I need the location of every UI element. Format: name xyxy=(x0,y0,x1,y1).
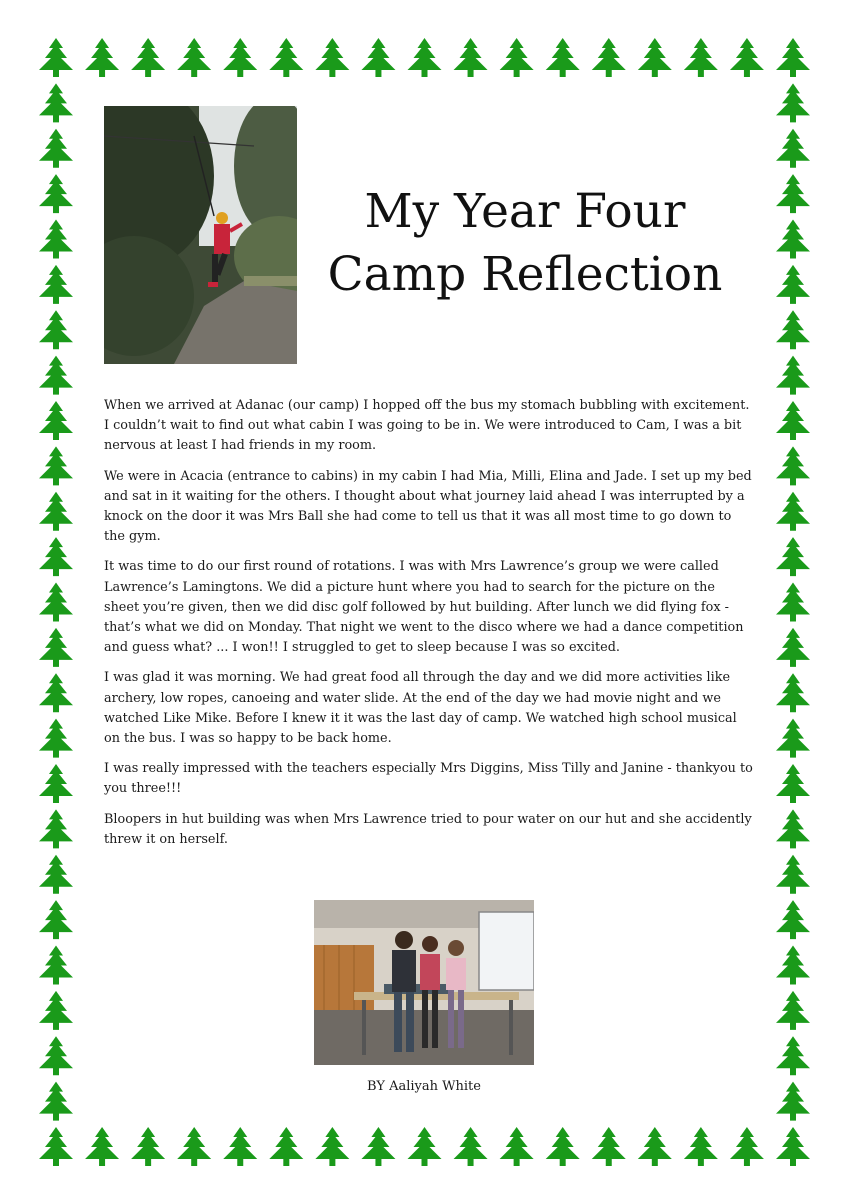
pine-tree-icon xyxy=(638,38,672,77)
pine-tree-icon xyxy=(39,628,73,667)
pine-tree-icon xyxy=(776,764,810,803)
pine-tree-icon xyxy=(776,220,810,259)
pine-tree-icon xyxy=(592,38,626,77)
pine-tree-icon xyxy=(223,1127,257,1166)
pine-tree-icon xyxy=(39,492,73,531)
pine-tree-icon xyxy=(592,1127,626,1166)
pine-tree-icon xyxy=(39,855,73,894)
pine-tree-icon xyxy=(39,174,73,213)
pine-tree-icon xyxy=(776,628,810,667)
pine-tree-icon xyxy=(39,809,73,848)
pine-tree-icon xyxy=(39,900,73,939)
pine-tree-icon xyxy=(776,1082,810,1121)
pine-tree-icon xyxy=(39,38,73,77)
pine-tree-icon xyxy=(39,310,73,349)
pine-tree-icon xyxy=(730,38,764,77)
pine-tree-icon xyxy=(39,446,73,485)
pine-tree-icon xyxy=(315,38,349,77)
pine-tree-icon xyxy=(500,38,534,77)
pine-tree-icon xyxy=(39,673,73,712)
pine-tree-icon xyxy=(131,38,165,77)
pine-tree-icon xyxy=(39,764,73,803)
pine-tree-icon xyxy=(177,1127,211,1166)
pine-tree-icon xyxy=(454,1127,488,1166)
pine-tree-icon xyxy=(776,446,810,485)
paragraph: I was really impressed with the teachers especially Mrs Diggins, Miss Tilly and Janine - thankyou to you three!!! xyxy=(104,761,753,797)
pine-tree-icon xyxy=(776,991,810,1030)
flying-fox-photo xyxy=(104,106,297,364)
pine-tree-icon xyxy=(684,1127,718,1166)
pine-tree-icon xyxy=(776,537,810,576)
pine-tree-icon xyxy=(39,537,73,576)
pine-tree-icon xyxy=(776,583,810,622)
pine-tree-icon xyxy=(776,719,810,758)
pine-tree-icon xyxy=(39,1082,73,1121)
pine-tree-icon xyxy=(776,809,810,848)
pine-tree-icon xyxy=(776,174,810,213)
pine-tree-icon xyxy=(39,401,73,440)
paragraph: We were in Acacia (entrance to cabins) in my cabin I had Mia, Milli, Elina and Jade. I set up my bed and sat in it waiting for the others. I thought about what journey laid ahead I was interrupted by a knock on the door it was Mrs Ball she had come to tell us that it was all most time to go down to the gym. xyxy=(104,468,752,545)
pine-tree-icon xyxy=(39,265,73,304)
title-line-2: Camp Reflection xyxy=(327,247,723,302)
pine-tree-icon xyxy=(131,1127,165,1166)
pine-tree-icon xyxy=(177,38,211,77)
pine-tree-icon xyxy=(39,129,73,168)
pine-tree-icon xyxy=(776,855,810,894)
pine-tree-icon xyxy=(408,38,442,77)
pine-tree-icon xyxy=(315,1127,349,1166)
paragraph: When we arrived at Adanac (our camp) I hopped off the bus my stomach bubbling with excitement. I couldn’t wait to find out what cabin I was going to be in. We were introduced to Cam, I was a bit nervous at least I had friends in my room. xyxy=(104,398,750,454)
pine-tree-icon xyxy=(408,1127,442,1166)
pine-tree-icon xyxy=(85,38,119,77)
pine-tree-icon xyxy=(776,673,810,712)
pine-tree-icon xyxy=(39,946,73,985)
pine-tree-icon xyxy=(454,38,488,77)
pine-tree-icon xyxy=(39,220,73,259)
pine-tree-icon xyxy=(361,1127,395,1166)
title-line-1: My Year Four xyxy=(364,184,686,239)
paragraph: I was glad it was morning. We had great food all through the day and we did more activities like archery, low ropes, canoeing and water slide. At the end of the day we had movie night and we watched Like Mike. Before I knew it it was the last day of camp. We watched high school musical on the bus. I was so happy to be back home. xyxy=(104,670,737,747)
pine-tree-icon xyxy=(39,83,73,122)
pine-tree-icon xyxy=(500,1127,534,1166)
pine-tree-icon xyxy=(638,1127,672,1166)
pine-tree-icon xyxy=(776,265,810,304)
pine-tree-icon xyxy=(39,719,73,758)
pine-tree-icon xyxy=(776,38,810,77)
pine-tree-icon xyxy=(776,129,810,168)
paragraph: Bloopers in hut building was when Mrs Lawrence tried to pour water on our hut and she accidently threw it on herself. xyxy=(104,811,752,847)
pine-tree-icon xyxy=(269,1127,303,1166)
page-title xyxy=(310,180,740,306)
pine-tree-icon xyxy=(776,1036,810,1075)
pine-tree-icon xyxy=(776,356,810,395)
pine-tree-icon xyxy=(776,83,810,122)
pine-tree-icon xyxy=(39,1036,73,1075)
pine-tree-icon xyxy=(546,1127,580,1166)
pine-tree-icon xyxy=(776,900,810,939)
pine-tree-icon xyxy=(39,583,73,622)
pine-tree-icon xyxy=(776,1127,810,1166)
pine-tree-icon xyxy=(269,38,303,77)
pine-tree-icon xyxy=(85,1127,119,1166)
author-byline: BY Aaliyah White xyxy=(367,1079,481,1094)
pine-tree-icon xyxy=(39,1127,73,1166)
pine-tree-icon xyxy=(776,946,810,985)
reflection-body xyxy=(104,396,754,860)
pine-tree-icon xyxy=(546,38,580,77)
pine-tree-icon xyxy=(39,356,73,395)
pine-tree-icon xyxy=(730,1127,764,1166)
pine-tree-icon xyxy=(776,401,810,440)
pine-tree-icon xyxy=(39,991,73,1030)
paragraph: It was time to do our first round of rotations. I was with Mrs Lawrence’s group we were called Lawrence’s Lamingtons. We did a picture hunt where you had to search for the picture on the sheet you’re given, then we did disc golf followed by hut building. After lunch we did flying fox - that’s what we did on Monday. That night we went to the disco where we had a dance competition and guess what? ... I won!! I struggled to get to sleep because I was so excited. xyxy=(104,559,744,656)
pine-tree-icon xyxy=(684,38,718,77)
pine-tree-icon xyxy=(776,310,810,349)
pine-tree-icon xyxy=(776,492,810,531)
pine-tree-icon xyxy=(223,38,257,77)
pine-tree-icon xyxy=(361,38,395,77)
hut-building-photo xyxy=(314,900,534,1065)
